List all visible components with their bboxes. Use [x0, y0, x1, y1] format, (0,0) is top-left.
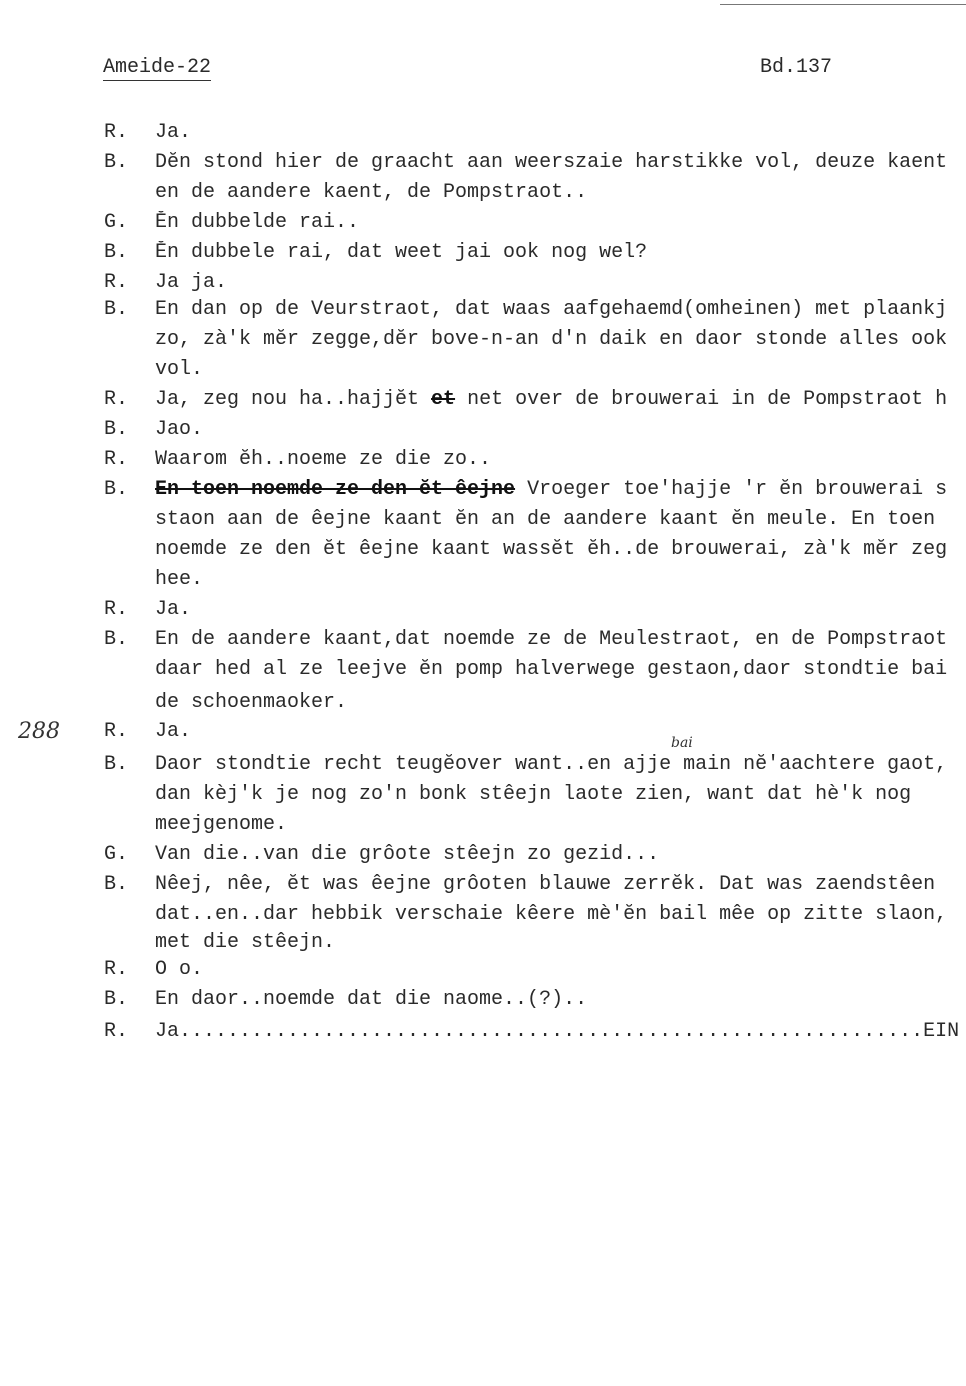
- transcript-line: [0, 328, 966, 352]
- line-text: de schoenmaoker.: [155, 691, 348, 714]
- line-text-after: Vroeger toe'hajje 'r ĕn brouwerai s: [515, 478, 948, 501]
- speaker-label: B.: [104, 873, 129, 896]
- transcript-line: [0, 873, 966, 897]
- struck-text: En toen noemde ze den ĕt êejne: [155, 478, 516, 501]
- speaker-label: R.: [104, 720, 129, 743]
- line-text: [155, 388, 966, 412]
- transcript-line: [0, 271, 966, 295]
- speaker-label: G.: [104, 843, 129, 866]
- handwritten-line-number: 288: [18, 719, 60, 744]
- document-code: Ameide-22: [103, 56, 212, 79]
- struck-text: et: [431, 388, 456, 411]
- transcript-line: [0, 843, 966, 867]
- transcript-line: [0, 151, 966, 175]
- line-text-after: net over de brouwerai in de Pompstraot h: [455, 388, 948, 411]
- line-text: Ja ja.: [155, 271, 228, 294]
- line-text: zo, zà'k mĕr zegge,dĕr bove-n-an d'n daik en daor stonde alles ook: [155, 328, 948, 351]
- line-text: vol.: [155, 358, 204, 381]
- line-text: Ja.: [155, 121, 192, 144]
- line-text: En daor..noemde dat die naome..(?)..: [155, 988, 588, 1011]
- line-text: dat..en..dar hebbik verschaie kêere mè'ĕn bail mêe op zitte slaon,: [155, 903, 948, 926]
- line-text: meejgenome.: [155, 813, 288, 836]
- line-text: Dĕn stond hier de graacht aan weerszaie harstikke vol, deuze kaent: [155, 151, 948, 174]
- top-rule: [720, 4, 966, 5]
- line-text: Ĕn dubbele rai, dat weet jai ook nog wel?: [155, 241, 648, 264]
- transcript-line: [0, 988, 966, 1012]
- transcript-line: [0, 388, 966, 412]
- line-text: Jao.: [155, 418, 204, 441]
- line-text: Ja.: [155, 720, 192, 743]
- line-text: noemde ze den ĕt êejne kaant wassĕt ĕh..de brouwerai, zà'k mĕr zeg: [155, 538, 948, 561]
- transcript-line: [0, 121, 966, 145]
- transcript-line: [0, 628, 966, 652]
- transcript-line: [0, 418, 966, 442]
- transcript-line: [0, 598, 966, 622]
- speaker-label: R.: [104, 598, 129, 621]
- transcript-line: [0, 691, 966, 715]
- speaker-label: R.: [104, 121, 129, 144]
- speaker-label: B.: [104, 418, 129, 441]
- speaker-label: B.: [104, 241, 129, 264]
- speaker-label: R.: [104, 271, 129, 294]
- line-text: En dan op de Veurstraot, dat waas aafgehaemd(omheinen) met plaankj: [155, 298, 948, 321]
- line-text: Ja..............................................................EIN: [155, 1020, 960, 1043]
- transcript-line: [0, 211, 966, 235]
- speaker-label: B.: [104, 478, 129, 501]
- line-text: O o.: [155, 958, 204, 981]
- speaker-label: G.: [104, 211, 129, 234]
- speaker-label: R.: [104, 1020, 129, 1043]
- transcript-line: [0, 753, 966, 777]
- transcript-line: [0, 298, 966, 322]
- handwritten-insertion: bai: [671, 735, 693, 751]
- speaker-label: B.: [104, 298, 129, 321]
- line-text: Waarom ĕh..noeme ze die zo..: [155, 448, 492, 471]
- line-text: dan kèj'k je nog zo'n bonk stêejn laote zien, want dat hè'k nog: [155, 783, 912, 806]
- transcript-line: [0, 448, 966, 472]
- line-text: en de aandere kaent, de Pompstraot..: [155, 181, 588, 204]
- line-text: met die stêejn.: [155, 931, 336, 954]
- transcript-line: [0, 358, 966, 382]
- line-text: Ja.: [155, 598, 192, 621]
- transcript-line: [0, 931, 966, 955]
- transcript-line: [0, 813, 966, 837]
- transcript-line: [0, 958, 966, 982]
- line-text: Ĕn dubbelde rai..: [155, 211, 360, 234]
- line-text: Van die..van die grôote stêejn zo gezid...: [155, 843, 660, 866]
- line-text: staon aan de êejne kaant ĕn an de aandere kaant ĕn meule. En toen: [155, 508, 936, 531]
- transcript-line: [0, 538, 966, 562]
- transcript-line: [0, 783, 966, 807]
- transcript-line: [0, 181, 966, 205]
- line-text: Nêej, nêe, ĕt was êejne grôoten blauwe zerrĕk. Dat was zaendstêen: [155, 873, 936, 896]
- speaker-label: B.: [104, 988, 129, 1011]
- transcript-line: [0, 241, 966, 265]
- line-text: [155, 478, 966, 502]
- transcript-line: [0, 658, 966, 682]
- speaker-label: B.: [104, 151, 129, 174]
- page-number: Bd.137: [760, 56, 833, 79]
- speaker-label: B.: [104, 753, 129, 776]
- line-text: hee.: [155, 568, 204, 591]
- line-text-before: Ja, zeg nou ha..hajjĕt: [155, 388, 432, 411]
- transcript-line: [0, 903, 966, 927]
- speaker-label: R.: [104, 388, 129, 411]
- transcript-line: [0, 720, 966, 744]
- speaker-label: R.: [104, 448, 129, 471]
- line-text: En de aandere kaant,dat noemde ze de Meulestraot, en de Pompstraot: [155, 628, 948, 651]
- transcript-line: [0, 568, 966, 592]
- speaker-label: R.: [104, 958, 129, 981]
- line-text: daar hed al ze leejve ĕn pomp halverwege gestaon,daor stondtie bai: [155, 658, 948, 681]
- line-text: Daor stondtie recht teugĕover want..en ajje main nĕ'aachtere gaot,: [155, 753, 948, 776]
- transcript-line: [0, 478, 966, 502]
- speaker-label: B.: [104, 628, 129, 651]
- transcript-line: [0, 1020, 966, 1044]
- transcript-line: [0, 508, 966, 532]
